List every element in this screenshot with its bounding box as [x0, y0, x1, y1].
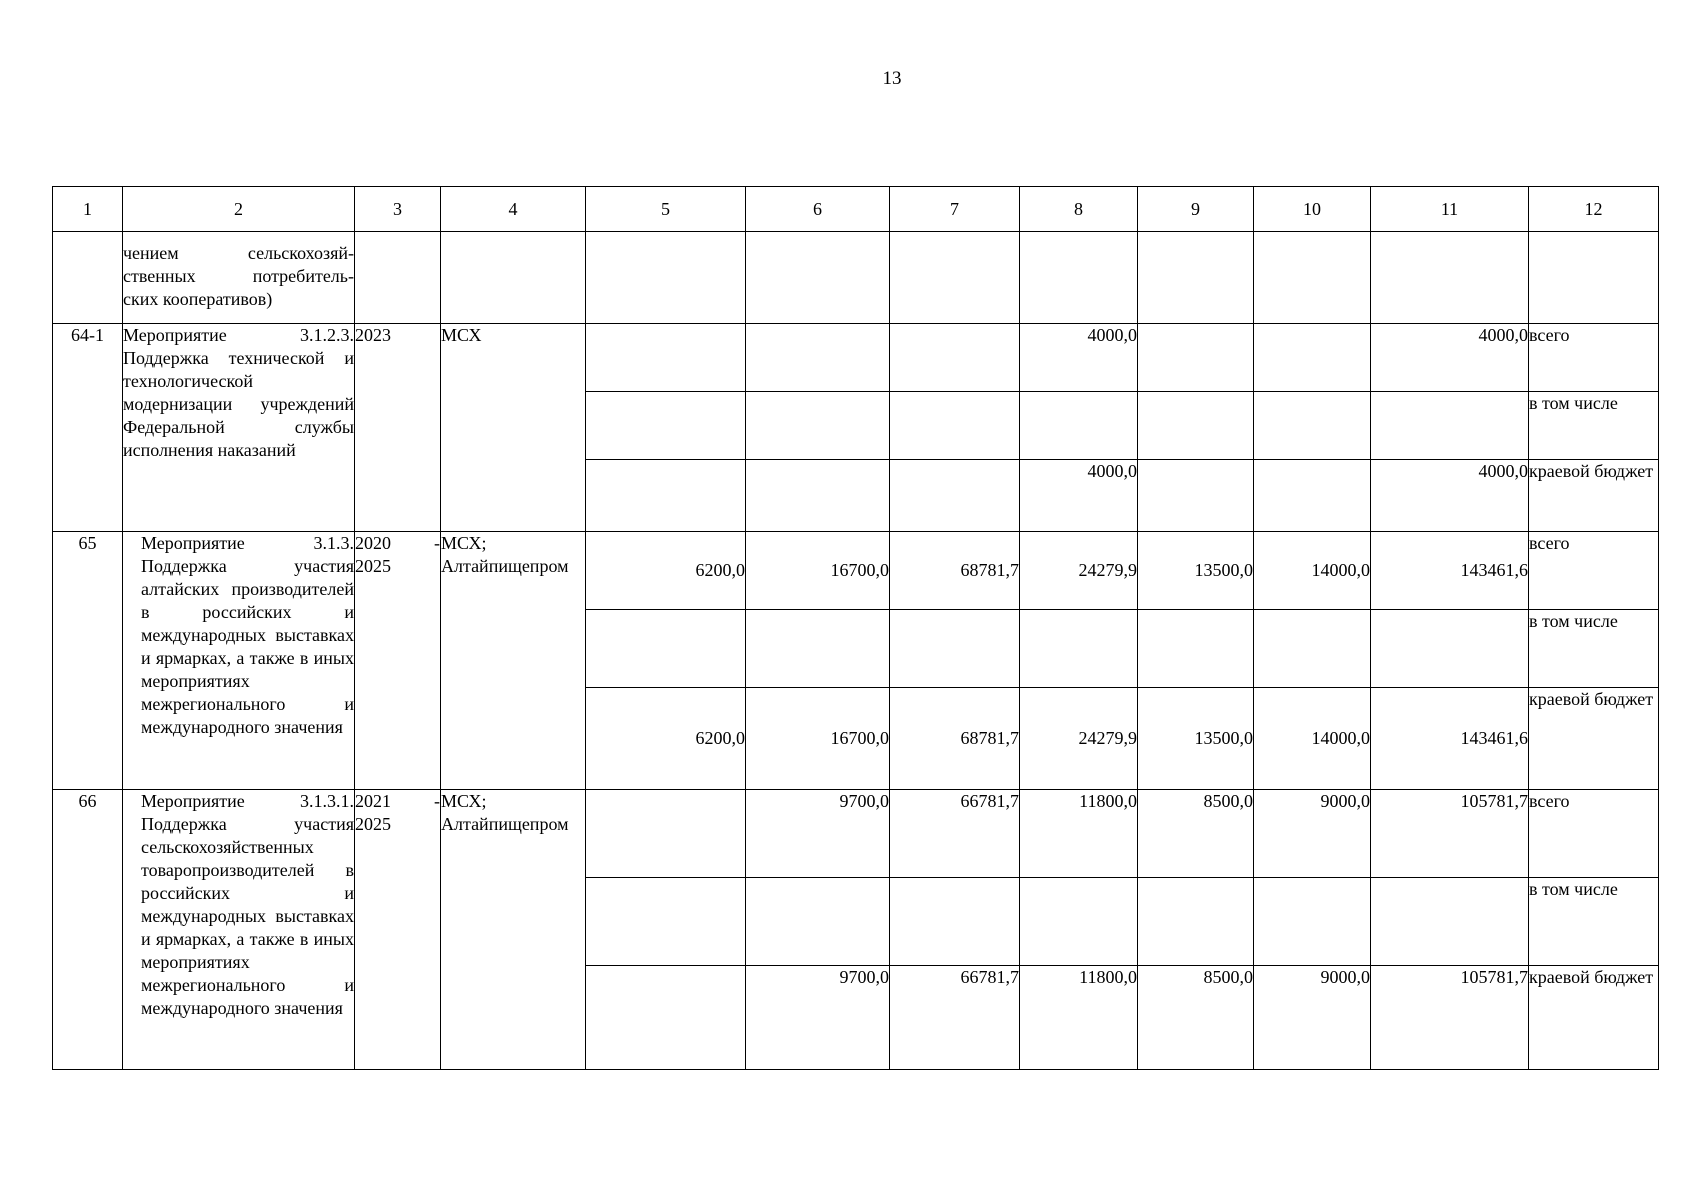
table-row: [53, 324, 1659, 392]
value-cell: 24279,9: [1020, 688, 1138, 790]
cont-col-12: [1529, 232, 1659, 324]
value-cell: [1254, 878, 1371, 966]
value-cell: [1020, 610, 1138, 688]
cont-desc: [123, 232, 355, 324]
value-cell: 66781,7: [890, 966, 1020, 1070]
activity-description: Мероприятие 3.1.3.1. Поддержка участия сельскохозяйственных товаропроизводителей в российских и международных выставках и ярмарках, а также в иных мероприятиях межрегионального и международного значения: [123, 790, 355, 1070]
row-number: 65: [53, 532, 123, 790]
value-cell: [1138, 324, 1254, 392]
value-cell: 13500,0: [1138, 688, 1254, 790]
value-cell: [1371, 610, 1529, 688]
header-col-4: 4: [441, 187, 586, 232]
cont-num: [53, 232, 123, 324]
value-cell: [586, 610, 746, 688]
header-col-8: 8: [1020, 187, 1138, 232]
value-cell: [1254, 324, 1371, 392]
header-col-9: 9: [1138, 187, 1254, 232]
value-cell: 4000,0: [1020, 460, 1138, 532]
activity-description: Мероприятие 3.1.3. Поддержка участия алтайских производителей в российских и международных выставках и ярмарках, а также в иных мероприятиях межрегионального и международного значения: [123, 532, 355, 790]
funding-source: краевой бюджет: [1529, 688, 1659, 790]
value-cell: 4000,0: [1020, 324, 1138, 392]
value-cell: [586, 324, 746, 392]
value-cell: [1138, 878, 1254, 966]
header-col-10: 10: [1254, 187, 1371, 232]
value-cell: [1254, 392, 1371, 460]
cont-col-3: [355, 232, 441, 324]
value-cell: 24279,9: [1020, 532, 1138, 610]
value-cell: [586, 790, 746, 878]
value-cell: [1138, 392, 1254, 460]
value-cell: [746, 324, 890, 392]
responsible: МСХ; Алтайпищепром: [441, 790, 586, 1070]
value-cell: 11800,0: [1020, 790, 1138, 878]
header-col-7: 7: [890, 187, 1020, 232]
value-cell: 66781,7: [890, 790, 1020, 878]
header-col-5: 5: [586, 187, 746, 232]
value-cell: 14000,0: [1254, 688, 1371, 790]
funding-source: в том числе: [1529, 610, 1659, 688]
cont-line-1: чением сельскохозяй-: [123, 243, 354, 263]
value-cell: [586, 966, 746, 1070]
page-number: 13: [882, 68, 902, 89]
value-cell: [1371, 392, 1529, 460]
period: 2020 - 2025: [355, 532, 441, 790]
value-cell: 9700,0: [746, 790, 890, 878]
header-col-1: 1: [53, 187, 123, 232]
responsible: МСХ; Алтайпищепром: [441, 532, 586, 790]
continuation-row: [53, 232, 1659, 324]
value-cell: 16700,0: [746, 532, 890, 610]
cont-col-11: [1371, 232, 1529, 324]
cont-col-10: [1254, 232, 1371, 324]
program-table: [52, 186, 1659, 1070]
value-cell: 8500,0: [1138, 790, 1254, 878]
table-row: [53, 790, 1659, 878]
value-cell: [890, 610, 1020, 688]
value-cell: 68781,7: [890, 688, 1020, 790]
value-cell: [890, 460, 1020, 532]
funding-source: всего: [1529, 790, 1659, 878]
responsible: МСХ: [441, 324, 586, 532]
value-cell: 14000,0: [1254, 532, 1371, 610]
value-cell: 105781,7: [1371, 790, 1529, 878]
value-cell: 6200,0: [586, 688, 746, 790]
row-number: 66: [53, 790, 123, 1070]
value-cell: 4000,0: [1371, 324, 1529, 392]
header-col-6: 6: [746, 187, 890, 232]
funding-source: в том числе: [1529, 878, 1659, 966]
table-row: [53, 532, 1659, 610]
value-cell: [746, 878, 890, 966]
cont-line-3: ских кооперативов): [123, 289, 273, 309]
value-cell: [890, 324, 1020, 392]
cont-col-4: [441, 232, 586, 324]
value-cell: [746, 392, 890, 460]
funding-source: всего: [1529, 532, 1659, 610]
value-cell: 4000,0: [1371, 460, 1529, 532]
value-cell: 9000,0: [1254, 966, 1371, 1070]
value-cell: [1138, 460, 1254, 532]
value-cell: 9700,0: [746, 966, 890, 1070]
header-row: [53, 187, 1659, 232]
header-col-2: 2: [123, 187, 355, 232]
value-cell: [1254, 460, 1371, 532]
header-col-12: 12: [1529, 187, 1659, 232]
cont-col-9: [1138, 232, 1254, 324]
funding-source: всего: [1529, 324, 1659, 392]
value-cell: 9000,0: [1254, 790, 1371, 878]
row-number: 64-1: [53, 324, 123, 532]
value-cell: [586, 878, 746, 966]
value-cell: 143461,6: [1371, 532, 1529, 610]
value-cell: 16700,0: [746, 688, 890, 790]
cont-col-7: [890, 232, 1020, 324]
value-cell: 8500,0: [1138, 966, 1254, 1070]
value-cell: [1371, 878, 1529, 966]
period: 2021 - 2025: [355, 790, 441, 1070]
value-cell: 143461,6: [1371, 688, 1529, 790]
value-cell: [746, 460, 890, 532]
period: 2023: [355, 324, 441, 532]
value-cell: [890, 878, 1020, 966]
header-col-3: 3: [355, 187, 441, 232]
value-cell: [586, 460, 746, 532]
value-cell: 11800,0: [1020, 966, 1138, 1070]
funding-source: краевой бюджет: [1529, 460, 1659, 532]
activity-description: Мероприятие 3.1.2.3. Поддержка технической и технологической модернизации учреждений Федеральной службы исполнения наказаний: [123, 324, 355, 532]
header-col-11: 11: [1371, 187, 1529, 232]
cont-col-8: [1020, 232, 1138, 324]
value-cell: [1254, 610, 1371, 688]
funding-source: краевой бюджет: [1529, 966, 1659, 1070]
value-cell: [1020, 878, 1138, 966]
value-cell: [746, 610, 890, 688]
value-cell: [586, 392, 746, 460]
value-cell: [1138, 610, 1254, 688]
cont-col-6: [746, 232, 890, 324]
value-cell: [890, 392, 1020, 460]
value-cell: 6200,0: [586, 532, 746, 610]
value-cell: [1020, 392, 1138, 460]
value-cell: 13500,0: [1138, 532, 1254, 610]
funding-source: в том числе: [1529, 392, 1659, 460]
cont-line-2: ственных потребитель-: [123, 266, 354, 286]
value-cell: 68781,7: [890, 532, 1020, 610]
cont-col-5: [586, 232, 746, 324]
value-cell: 105781,7: [1371, 966, 1529, 1070]
